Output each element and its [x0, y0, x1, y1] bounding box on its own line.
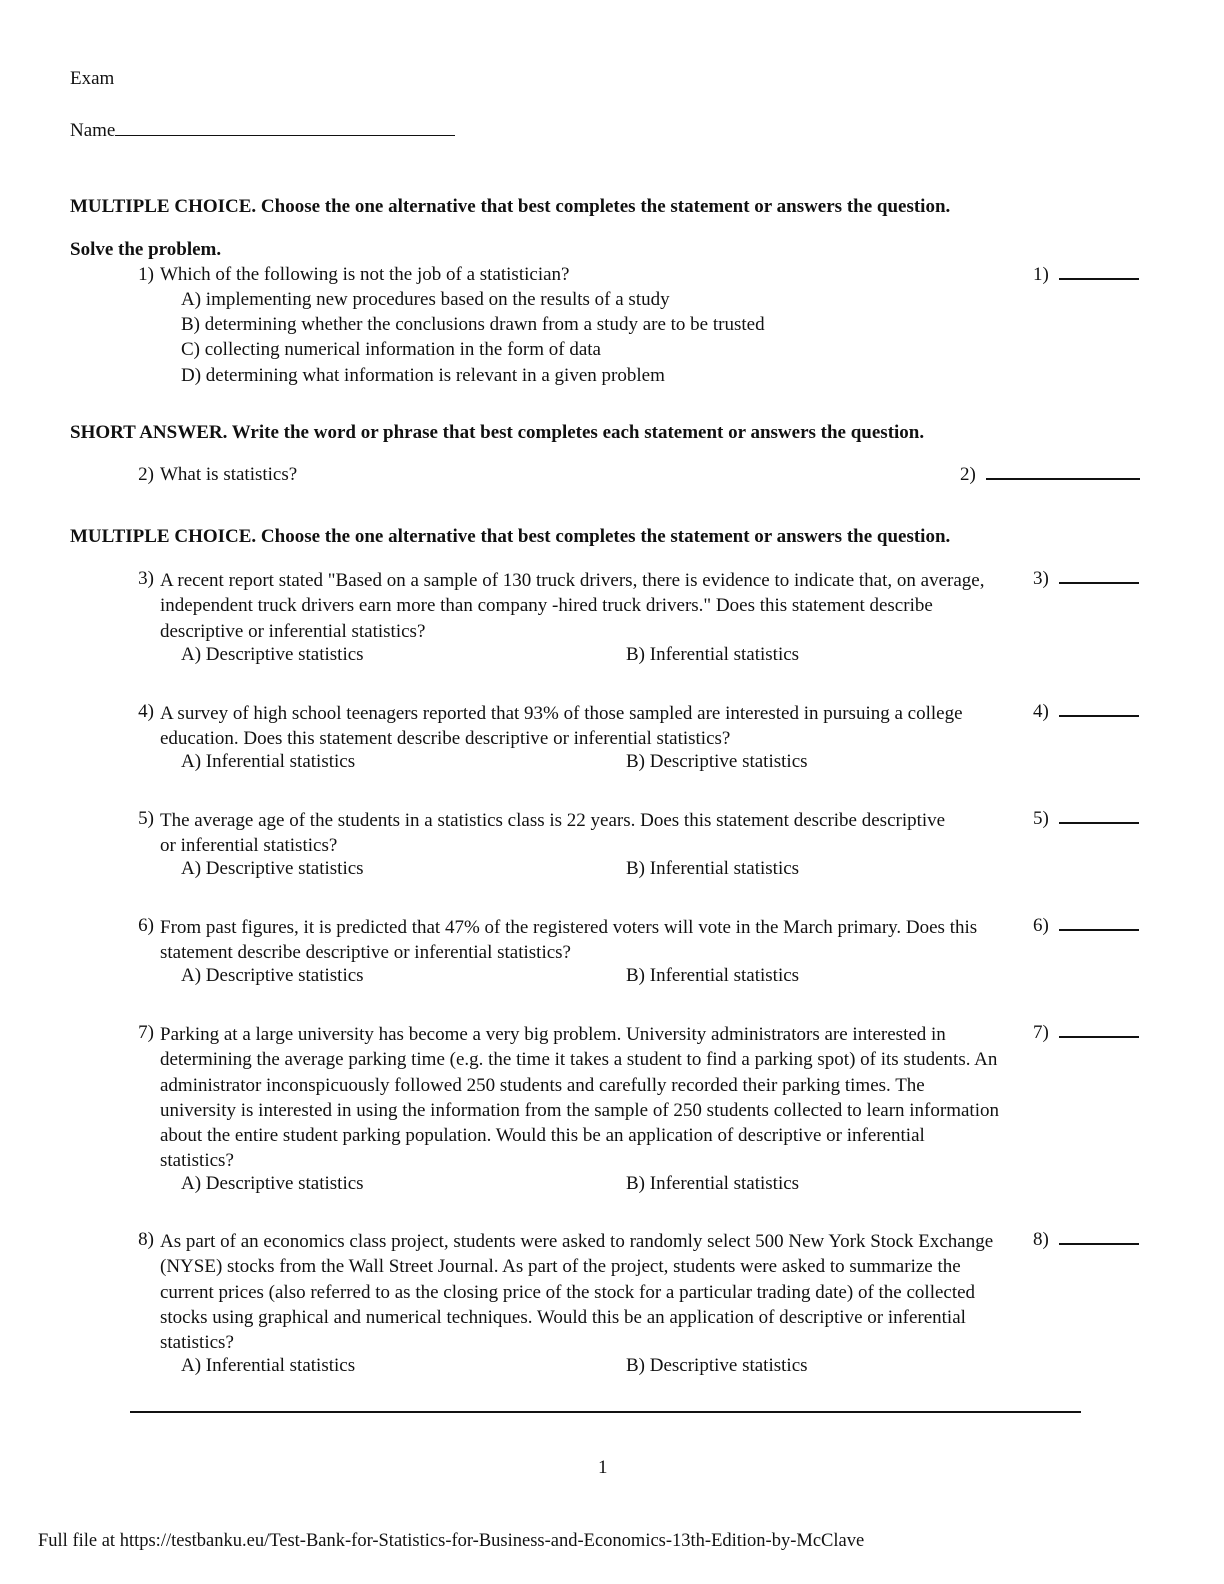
section-heading-short-answer: SHORT ANSWER. Write the word or phrase that best completes each statement or answers the question.: [70, 422, 925, 443]
option-a[interactable]: A) implementing new procedures based on the results of a study: [181, 289, 670, 310]
answer-blank-line[interactable]: [1059, 915, 1139, 931]
question-text: A survey of high school teenagers reported that 93% of those sampled are interested in pursuing a college education. Does this statement describe descriptive or inferential statistics?: [160, 703, 963, 750]
answer-blank-line[interactable]: [1059, 1022, 1139, 1038]
option-a[interactable]: A) Inferential statistics: [181, 751, 356, 772]
name-field[interactable]: [70, 120, 455, 142]
name-label: Name: [70, 120, 116, 141]
option-a[interactable]: A) Inferential statistics: [181, 1355, 356, 1376]
option-a[interactable]: A) Descriptive statistics: [181, 858, 364, 879]
section-heading-multiple-choice: MULTIPLE CHOICE. Choose the one alternative that best completes the statement or answers the question.: [70, 196, 951, 217]
answer-slot[interactable]: [1033, 808, 1139, 830]
question-number: 8): [138, 1229, 154, 1250]
answer-slot[interactable]: [1033, 1022, 1139, 1044]
exam-title: Exam: [70, 68, 115, 89]
answer-blank-line[interactable]: [1059, 264, 1139, 280]
page-number: 1: [598, 1457, 608, 1478]
question-number: 6): [138, 915, 154, 936]
question-text: What is statistics?: [160, 464, 298, 485]
question-number: 5): [138, 808, 154, 829]
answer-slot[interactable]: [960, 464, 1140, 486]
page-divider: [130, 1411, 1081, 1413]
option-b[interactable]: B) Descriptive statistics: [626, 751, 808, 772]
option-b[interactable]: B) Inferential statistics: [626, 1173, 800, 1194]
answer-label: 2): [960, 464, 976, 485]
option-b[interactable]: B) Descriptive statistics: [626, 1355, 808, 1376]
answer-blank-line[interactable]: [1059, 808, 1139, 824]
question-number: 2): [138, 464, 154, 485]
answer-blank-line[interactable]: [1059, 568, 1139, 584]
question-text: As part of an economics class project, students were asked to randomly select 500 New York Stock Exchange (NYSE) stocks from the Wall Street Journal. As part of the project, students were asked to summarize the current prices (also referred to as the closing price of the stock for a particular trading date) of the collected stocks using graphical and numerical techniques. Would this be an application of descriptive or inferential statistics?: [160, 1231, 994, 1354]
question-text: A recent report stated "Based on a sample of 130 truck drivers, there is evidence to indicate that, on average, independent truck drivers earn more than company -hired truck drivers." Does this statement describe descriptive or inferential statistics?: [160, 570, 985, 642]
answer-slot[interactable]: [1033, 264, 1139, 286]
option-d[interactable]: D) determining what information is relevant in a given problem: [181, 365, 665, 386]
answer-label: 5): [1033, 808, 1049, 829]
answer-label: 8): [1033, 1229, 1049, 1250]
answer-blank-line[interactable]: [986, 464, 1140, 480]
answer-slot[interactable]: [1033, 1229, 1139, 1251]
option-a[interactable]: A) Descriptive statistics: [181, 965, 364, 986]
option-a[interactable]: A) Descriptive statistics: [181, 1173, 364, 1194]
question-text: Which of the following is not the job of a statistician?: [160, 264, 570, 285]
question-number: 3): [138, 568, 154, 589]
subsection-heading-solve: Solve the problem.: [70, 239, 222, 260]
option-a[interactable]: A) Descriptive statistics: [181, 644, 364, 665]
answer-slot[interactable]: [1033, 915, 1139, 937]
answer-blank-line[interactable]: [1059, 1229, 1139, 1245]
answer-label: 6): [1033, 915, 1049, 936]
question-number: 7): [138, 1022, 154, 1043]
question-text: From past figures, it is predicted that 47% of the registered voters will vote in the March primary. Does this statement describe descriptive or inferential statistics?: [160, 917, 978, 964]
answer-blank-line[interactable]: [1059, 701, 1139, 717]
option-b[interactable]: B) Inferential statistics: [626, 858, 800, 879]
question-number: 4): [138, 701, 154, 722]
answer-label: 3): [1033, 568, 1049, 589]
name-blank-line[interactable]: [115, 135, 455, 136]
option-b[interactable]: B) Inferential statistics: [626, 644, 800, 665]
option-b[interactable]: B) Inferential statistics: [626, 965, 800, 986]
answer-slot[interactable]: [1033, 701, 1139, 723]
answer-label: 1): [1033, 264, 1049, 285]
section-heading-multiple-choice: MULTIPLE CHOICE. Choose the one alternative that best completes the statement or answers the question.: [70, 526, 951, 547]
footer-source-link[interactable]: Full file at https://testbanku.eu/Test-Bank-for-Statistics-for-Business-and-Economics-13th-Edition-by-McClave: [38, 1531, 865, 1551]
option-c[interactable]: C) collecting numerical information in the form of data: [181, 339, 601, 360]
answer-label: 4): [1033, 701, 1049, 722]
question-number: 1): [138, 264, 154, 285]
question-text: The average age of the students in a statistics class is 22 years. Does this statement describe descriptive or inferential statistics?: [160, 810, 946, 857]
answer-label: 7): [1033, 1022, 1049, 1043]
option-b[interactable]: B) determining whether the conclusions drawn from a study are to be trusted: [181, 314, 765, 335]
answer-slot[interactable]: [1033, 568, 1139, 590]
question-text: Parking at a large university has become a very big problem. University administrators are interested in determining the average parking time (e.g. the time it takes a student to find a parking spot) of its students. An administrator inconspicuously followed 250 students and carefully recorded their parking times. The university is interested in using the information from the sample of 250 students collected to learn information about the entire student parking population. Would this be an application of descriptive or inferential statistics?: [160, 1024, 999, 1172]
